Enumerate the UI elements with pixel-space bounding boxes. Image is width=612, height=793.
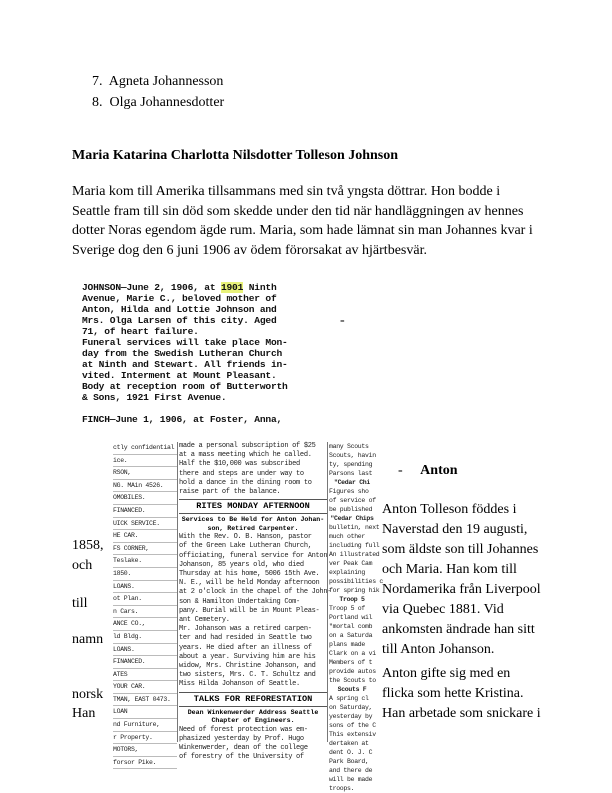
classified-line: ice. [113, 455, 177, 468]
list-number: 8. [92, 95, 103, 110]
classified-line: Teslake. [113, 555, 177, 568]
news-line: at 2 o'clock in the chapel of the John- [179, 588, 332, 597]
news-line: at a mass meeting which he called. [179, 451, 312, 460]
news-line: Johanson, 85 years old, who died [179, 560, 304, 569]
classified-line: ANCE CO., [113, 618, 177, 631]
classified-line: 1850. [113, 568, 177, 581]
anton-heading [398, 461, 458, 481]
classified-line: ld Bldg. [113, 631, 177, 644]
news-headline: RITES MONDAY AFTERNOON [179, 499, 327, 514]
classified-line: r Property. [113, 732, 177, 745]
clipping-text: vited. Interment at Mount Pleasant. [82, 370, 277, 381]
news-subhead: Services to Be Held for Anton Johan- [181, 516, 325, 524]
classified-line: ATES [113, 669, 177, 682]
classified-line: FINANCED. [113, 505, 177, 518]
clipping-text: & Sons, 1921 First Avenue. [82, 392, 227, 403]
scouts-line: Scouts F [337, 686, 367, 693]
clipping-text: Avenue, Marie C., beloved mother of [82, 293, 277, 304]
clipping-line [82, 282, 340, 293]
clipping-line [82, 304, 340, 315]
news-line: Thursday at his home, 5006 15th Ave. [179, 570, 320, 579]
scouts-line: An illustrated [329, 551, 380, 558]
news-line: hold a dance in the dining room to [179, 478, 312, 487]
clipping-text: Mrs. Olga Larsen of this city. Aged [82, 315, 277, 326]
scouts-line: Parsons last [329, 470, 373, 477]
scouts-line: and there de [329, 767, 373, 774]
anton-line: via Quebec 1881. Vid [382, 602, 504, 617]
classified-line: UICK SERVICE. [113, 518, 177, 531]
scouts-line: will be made [329, 776, 373, 783]
news-line: Mr. Johanson was a retired carpen- [179, 625, 312, 634]
classified-line: HE CAR. [113, 530, 177, 543]
scouts-line: ty, spending [329, 461, 373, 468]
classified-line: ot Plan. [113, 593, 177, 606]
scouts-line: explaining [329, 569, 366, 576]
clipping-text: Funeral services will take place Mon- [82, 337, 288, 348]
newspaper-clipping [113, 442, 384, 792]
anton-line: Anton Tolleson föddes i [382, 502, 517, 517]
news-line: Miss Hilda Johanson of Seattle. [179, 680, 300, 689]
scouts-line: plans made [329, 641, 366, 648]
anton-line: och Maria. Han kom till [382, 562, 517, 577]
scouts-line: "Cedar Chi [333, 479, 370, 486]
anton-line: Nordamerika från Liverpool [382, 582, 541, 597]
clipping-line [82, 337, 340, 348]
scouts-line: Troop 5 [339, 596, 365, 603]
news-line: officiating, funeral service for Anton [179, 551, 328, 560]
classified-line: RSON, [113, 467, 177, 480]
scouts-line: on Saturday, [329, 704, 373, 711]
section-heading: Maria Katarina Charlotta Nilsdotter Tolleson Johnson [72, 148, 399, 163]
scouts-line: Park Board, [329, 758, 369, 765]
clipping-text: JOHNSON—June 2, 1906, at [82, 282, 221, 293]
clipping-text: Anton, Hilda and Lottie Johnson and [82, 304, 277, 315]
clipping-line [82, 348, 340, 359]
news-subhead: son, Retired Carpenter. [207, 524, 299, 532]
scouts-line: yesterday by [329, 713, 373, 720]
news-line: Need of forest protection was em- [179, 725, 308, 734]
news-line: phasized yesterday by Prof. Hugo [179, 734, 304, 743]
news-line: Winkenwerder, dean of the college [179, 744, 308, 753]
news-subhead: Dean Winkenwerder Address Seattle [187, 708, 319, 716]
anton-line: flicka som hette Kristina. [382, 686, 524, 701]
news-line: ter and had resided in Seattle two [179, 634, 312, 643]
anton-paragraph-1 [382, 500, 541, 660]
anton-paragraph-2 [382, 664, 541, 724]
news-line: Half the $10,000 was subscribed [179, 460, 300, 469]
classified-column [113, 442, 178, 766]
scouts-line: of service of [329, 497, 376, 504]
list [92, 72, 224, 112]
scouts-line: "Cedar Chips [330, 515, 374, 522]
scouts-line: the Scouts to [329, 677, 376, 684]
text-fragment: namn [72, 632, 104, 647]
paragraph-line: Maria kom till Amerika tillsammans med sin två yngsta döttrar. Hon bodde i [72, 184, 501, 199]
classified-line: LOANS. [113, 581, 177, 594]
scouts-line: bulletin, next [329, 524, 380, 531]
list-text: Agneta Johannesson [108, 74, 224, 89]
scouts-line: for spring hik [329, 587, 380, 594]
classified-line: nd Furniture, [113, 719, 177, 732]
paragraph [72, 182, 533, 260]
news-line: years. He died after an illness of [179, 643, 312, 652]
anton-line: som äldste son till Johannes [382, 542, 539, 557]
classified-line: n Cars. [113, 606, 177, 619]
anton-heading-text: Anton [420, 463, 458, 478]
scouts-line: including full [329, 542, 380, 549]
anton-line: Han arbetade som snickare i [382, 706, 541, 721]
paragraph-line: dotter Noras egendom ägde rum. Maria, som hade lämnat sin man Johannes kvar i [72, 223, 533, 238]
scouts-line: many Scouts [329, 443, 369, 450]
scouts-line: possibilities c [329, 578, 384, 585]
classified-line: ctly confidential [113, 442, 177, 455]
scouts-line: be published [329, 506, 373, 513]
anton-line: ankomsten ändrade han sitt [382, 622, 535, 637]
text-fragment: norsk [72, 687, 104, 702]
obituary-clipping [82, 282, 340, 425]
anton-line: Naverstad den 19 augusti, [382, 522, 528, 537]
classified-line: forsor Pike. [113, 757, 177, 770]
scouts-line: Portland wil [329, 614, 373, 621]
news-line: of forestry of the University of [179, 753, 304, 762]
news-line: son & Hamilton Undertaking Com- [179, 597, 300, 606]
classified-line: LOAN [113, 706, 177, 719]
news-line: ant Cemetery. [179, 616, 230, 625]
classified-line: LOANS. [113, 644, 177, 657]
clipping-line [82, 370, 340, 381]
list-item [92, 72, 224, 91]
news-line: about a year. Surviving him are his [179, 652, 316, 661]
list-text: Olga Johannesdotter [109, 95, 225, 110]
clipping-text: at Ninth and Stewart. All friends in- [82, 359, 288, 370]
scouts-line: dent O. J. C [329, 749, 373, 756]
clipping-text: 71, of heart failure. [82, 326, 199, 337]
anton-line: Anton gifte sig med en [382, 666, 511, 681]
news-line: N. E., will be held Monday afternoon [179, 579, 320, 588]
classified-line: FS CORNER, [113, 543, 177, 556]
scouts-line: Figures sho [329, 488, 369, 495]
clipping-text: FINCH—June 1, 1906, at Foster, Anna, [82, 414, 283, 425]
scouts-line: Troop 5 of [329, 605, 366, 612]
news-line: widow, Mrs. Christine Johanson, and [179, 662, 316, 671]
clipping-line [82, 293, 340, 304]
clipping-line [82, 392, 340, 403]
text-fragment: Han [72, 706, 96, 721]
scouts-line: Members of t [329, 659, 373, 666]
news-line: made a personal subscription of $25 [179, 442, 316, 450]
clipping-text: Body at reception room of Butterworth [82, 381, 288, 392]
scouts-line: ver Peak Cam [329, 560, 373, 567]
scouts-line: Scouts, havin [329, 452, 376, 459]
text-fragment: 1858, [72, 538, 104, 553]
scouts-line: This extensiv [329, 731, 376, 738]
news-line: With the Rev. O. B. Hanson, pastor [179, 533, 312, 542]
clipping-text: Ninth [243, 282, 277, 293]
list-item [92, 93, 224, 112]
classified-line: FINANCED. [113, 656, 177, 669]
clipping-line [82, 315, 340, 326]
news-subhead: Chapter of Engineers. [211, 717, 295, 725]
news-line: two sisters, Mrs. C. T. Schultz and [179, 671, 316, 680]
classified-line: OMOBILES. [113, 492, 177, 505]
news-line: of the Green Lake Lutheran Church, [179, 542, 312, 551]
heading-dash: - [398, 463, 403, 478]
scouts-line: troops. [329, 785, 355, 792]
scouts-line: sons of the C [329, 722, 376, 729]
news-line: pany. Burial will be in Mount Pleas- [179, 606, 320, 615]
list-number: 7. [92, 74, 103, 89]
text-fragment: och [72, 558, 93, 573]
classified-line: TMAN, EAST 0473. [113, 694, 177, 707]
scouts-line: on a Saturda [329, 632, 373, 639]
dash-mark: - [340, 313, 345, 328]
clipping-line [82, 381, 340, 392]
highlighted-text: 1901 [220, 282, 244, 293]
scouts-line: A spring cl [329, 695, 369, 702]
scouts-line: "mortal comb [329, 623, 373, 630]
news-line: raise part of the balance. [179, 488, 281, 497]
scouts-line: provide autos [329, 668, 376, 675]
news-column [179, 442, 332, 762]
text-fragment: till [72, 596, 88, 611]
anton-line: till Anton Johanson. [382, 642, 495, 657]
news-headline: TALKS FOR REFORESTATION [179, 692, 327, 707]
clipping-text: day from the Swedish Lutheran Church [82, 348, 283, 359]
classified-line: NG. MAin 4526. [113, 480, 177, 493]
scouts-line: Clark on a vi [329, 650, 376, 657]
classified-line: MOTORS, [113, 744, 177, 757]
news-line: there and steps are under way to [179, 469, 304, 478]
paragraph-line: Seattle fram till sin död som skedde under den tid när handläggningen av hennes [72, 203, 524, 219]
clipping-line [82, 414, 340, 425]
clipping-line [82, 326, 340, 337]
paragraph-line: Sverige dog den 6 juni 1906 av ödem förorsakat av hjärtbesvär. [72, 242, 427, 258]
scouts-line: dertaken at [329, 740, 369, 747]
clipping-line [82, 359, 340, 370]
clipping-line [82, 403, 340, 414]
scouts-line: much other [329, 533, 366, 540]
classified-line: YOUR CAR. [113, 681, 177, 694]
scouts-column [329, 442, 384, 792]
